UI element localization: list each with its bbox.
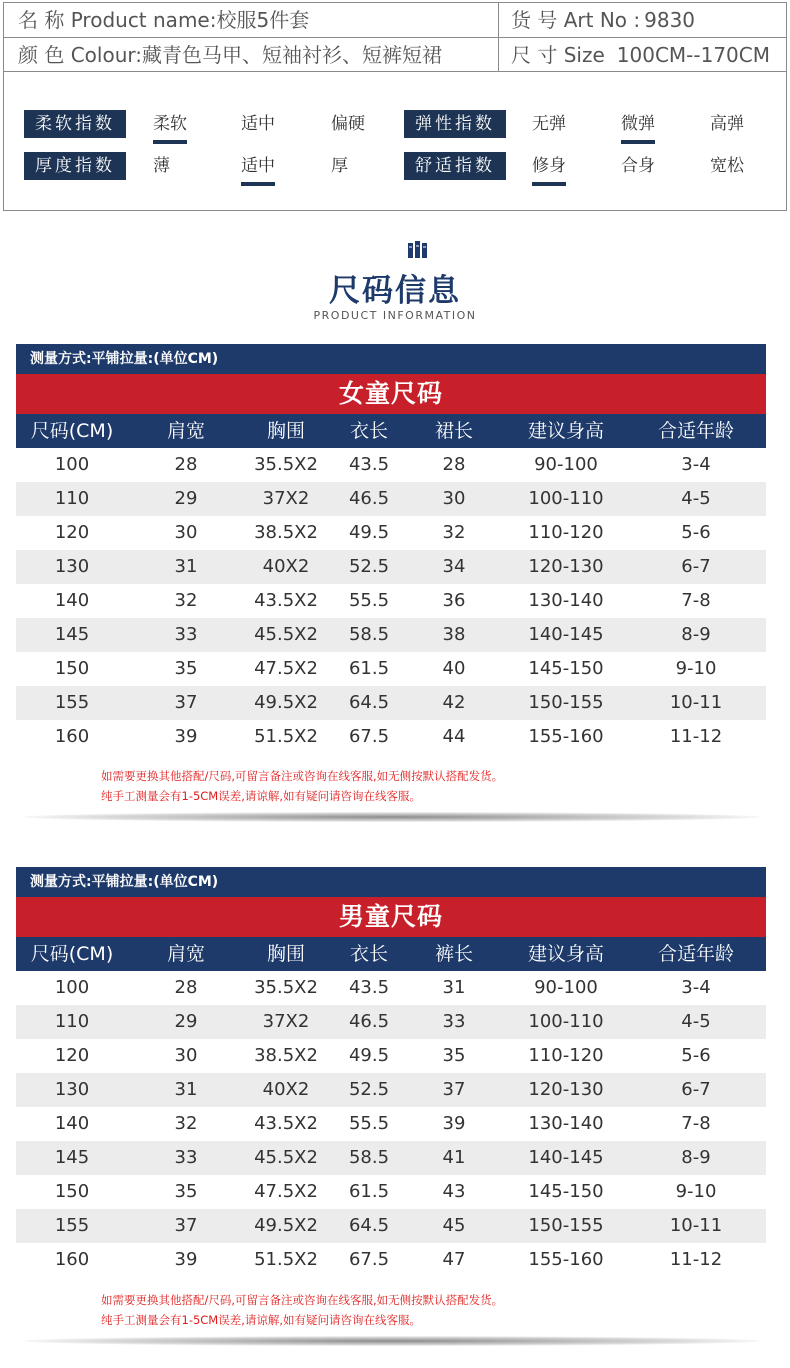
table-row: [16, 448, 766, 482]
table-cell: 38.5X2: [254, 522, 318, 543]
table-cell: 46.5: [348, 1011, 390, 1032]
table-cell: 49.5X2: [254, 1215, 318, 1236]
section-title: 尺码信息: [329, 273, 461, 309]
option-text: 宽松: [710, 156, 744, 176]
table-cell: 49.5: [348, 1045, 390, 1066]
table-cell: 150: [54, 658, 90, 679]
table-row: [16, 516, 766, 550]
table-cell: 10-11: [669, 1215, 723, 1236]
table-cell: 155: [54, 1215, 90, 1236]
table-cell: 34: [442, 556, 466, 577]
table-cell: 31: [174, 556, 198, 577]
table-cell: 44: [442, 726, 466, 747]
table-cell: 32: [174, 1113, 198, 1134]
art-number: [511, 3, 695, 37]
table-cell: 140: [54, 1113, 90, 1134]
table-cell: 11-12: [669, 726, 723, 747]
table-cell: 140-145: [528, 1147, 604, 1168]
table-cell: 8-9: [681, 624, 711, 645]
table-cell: 40X2: [262, 556, 310, 577]
selected-underline: [621, 140, 655, 144]
table-cell: 90-100: [534, 454, 598, 475]
table-row: [16, 1141, 766, 1175]
table-cell: 90-100: [534, 977, 598, 998]
comfort-option-slim: [532, 152, 566, 180]
table-cell: 29: [174, 1011, 198, 1032]
table-cell: 51.5X2: [254, 726, 318, 747]
comfort-index-label: 舒适指数: [404, 152, 506, 180]
table-cell: 150-155: [528, 692, 604, 713]
option-text: 高弹: [710, 114, 744, 134]
table-cell: 9-10: [675, 1181, 717, 1202]
table-cell: 28: [174, 454, 198, 475]
table-row: [16, 1107, 766, 1141]
colour-label: 颜 色 Colour:: [18, 43, 142, 67]
table-cell: 110-120: [528, 1045, 604, 1066]
table-cell: 3-4: [681, 977, 711, 998]
table-cell: 140: [54, 590, 90, 611]
table-cell: 28: [442, 454, 466, 475]
art-number-value: 9830: [644, 8, 696, 32]
table-cell: 120-130: [528, 556, 604, 577]
thickness-option-medium: [241, 152, 275, 180]
option-text: 修身: [532, 156, 566, 176]
table-cell: 39: [174, 1249, 198, 1270]
table-cell: 43.5X2: [254, 590, 318, 611]
table-cell: 47.5X2: [254, 658, 318, 679]
selected-underline: [241, 182, 275, 186]
table-cell: 61.5: [348, 658, 390, 679]
boys-size-table: [16, 867, 766, 1279]
option-text: 适中: [241, 114, 275, 134]
measure-method: 测量方式:平铺拉量:(单位CM): [16, 867, 766, 897]
table-cell: 43.5: [348, 454, 390, 475]
table-cell: 120: [54, 522, 90, 543]
header-length: 衣长: [349, 943, 388, 965]
table-cell: 100-110: [528, 488, 604, 509]
table-cell: 150: [54, 1181, 90, 1202]
table-cell: 28: [174, 977, 198, 998]
table-cell: 33: [174, 624, 198, 645]
option-text: 柔软: [153, 114, 187, 134]
table-cell: 30: [174, 1045, 198, 1066]
table-cell: 100-110: [528, 1011, 604, 1032]
table-cell: 9-10: [675, 658, 717, 679]
table-cell: 10-11: [669, 692, 723, 713]
size-value: 100CM--170CM: [616, 43, 771, 67]
option-text: 合身: [621, 156, 655, 176]
table-shadow: [24, 812, 760, 822]
product-info-row-1: [4, 3, 786, 38]
table-cell: 145-150: [528, 658, 604, 679]
table-title: 女童尺码: [16, 374, 766, 414]
comfort-option-loose: [710, 152, 744, 180]
softness-option-hard: [331, 110, 365, 138]
table-cell: 41: [442, 1147, 466, 1168]
elasticity-index-label: 弹性指数: [404, 110, 506, 138]
table-cell: 37X2: [262, 1011, 310, 1032]
table-row: [16, 618, 766, 652]
table-cell: 130-140: [528, 1113, 604, 1134]
table-cell: 40: [442, 658, 466, 679]
product-colour: [18, 38, 442, 72]
thickness-index-label: 厚度指数: [24, 152, 126, 180]
comfort-option-fit: [621, 152, 655, 180]
table-cell: 45.5X2: [254, 624, 318, 645]
table-row: [16, 971, 766, 1005]
table-cell: 35: [442, 1045, 466, 1066]
table-cell: 52.5: [348, 556, 390, 577]
table-cell: 130-140: [528, 590, 604, 611]
table-cell: 38.5X2: [254, 1045, 318, 1066]
table-cell: 43.5X2: [254, 1113, 318, 1134]
selected-underline: [532, 182, 566, 186]
size-label: 尺 寸 Size: [511, 43, 605, 67]
girls-size-table: [16, 344, 766, 756]
table-row: [16, 1209, 766, 1243]
table-cell: 32: [442, 522, 466, 543]
table-cell: 37: [174, 692, 198, 713]
header-size: 尺码(CM): [30, 943, 114, 965]
table-cell: 46.5: [348, 488, 390, 509]
table-row: [16, 584, 766, 618]
table-cell: 61.5: [348, 1181, 390, 1202]
table-cell: 39: [174, 726, 198, 747]
table-row: [16, 720, 766, 754]
header-age: 合适年龄: [657, 943, 734, 965]
table-row: [16, 482, 766, 516]
thickness-option-thick: [331, 152, 348, 180]
table-cell: 145: [54, 624, 90, 645]
header-height: 建议身高: [527, 420, 604, 442]
table-cell: 31: [174, 1079, 198, 1100]
table-cell: 64.5: [348, 692, 390, 713]
section-subtitle: PRODUCT INFORMATION: [313, 309, 477, 322]
header-length: 衣长: [349, 420, 388, 442]
table-cell: 155: [54, 692, 90, 713]
elasticity-option-none: [532, 110, 566, 138]
table-cell: 67.5: [348, 1249, 390, 1270]
elasticity-option-high: [710, 110, 744, 138]
table-cell: 31: [442, 977, 466, 998]
divider: [498, 3, 499, 71]
table-cell: 30: [174, 522, 198, 543]
softness-option-soft: [153, 110, 187, 138]
table-row: [16, 1005, 766, 1039]
table-cell: 67.5: [348, 726, 390, 747]
header-skirt-length: 裙长: [434, 420, 473, 442]
product-info-row-2: [4, 38, 786, 72]
option-text: 无弹: [532, 114, 566, 134]
table-cell: 6-7: [681, 1079, 711, 1100]
table-cell: 33: [442, 1011, 466, 1032]
table-cell: 145-150: [528, 1181, 604, 1202]
table-row: [16, 686, 766, 720]
fabric-index-box: [3, 72, 787, 211]
table-cell: 43: [442, 1181, 466, 1202]
option-text: 厚: [331, 156, 348, 176]
art-number-label: 货 号 Art No :: [511, 8, 641, 32]
table-cell: 58.5: [348, 1147, 390, 1168]
option-text: 偏硬: [331, 114, 365, 134]
header-shoulder: 肩宽: [166, 420, 205, 442]
table-cell: 37: [174, 1215, 198, 1236]
measure-method: 测量方式:平铺拉量:(单位CM): [16, 344, 766, 374]
header-chest: 胸围: [266, 420, 305, 442]
table-cell: 36: [442, 590, 466, 611]
table-cell: 55.5: [348, 1113, 390, 1134]
table-title: 男童尺码: [16, 897, 766, 937]
table-cell: 42: [442, 692, 466, 713]
product-name: [18, 3, 309, 37]
table-cell: 120-130: [528, 1079, 604, 1100]
header-chest: 胸围: [266, 943, 305, 965]
table-cell: 45.5X2: [254, 1147, 318, 1168]
header-shoulder: 肩宽: [166, 943, 205, 965]
girls-note-1: 如需要更换其他搭配/尺码,可留言备注或咨询在线客服,如无侧按默认搭配发货。: [101, 769, 504, 783]
table-cell: 35: [174, 1181, 198, 1202]
table-cell: 120: [54, 1045, 90, 1066]
product-name-label: 名 称 Product name:: [18, 8, 217, 32]
table-cell: 155-160: [528, 726, 604, 747]
table-row: [16, 1175, 766, 1209]
girls-note-2: 纯手工测量会有1-5CM误差,请谅解,如有疑问请咨询在线客服。: [101, 789, 422, 803]
table-cell: 33: [174, 1147, 198, 1168]
table-shadow: [24, 1336, 760, 1346]
table-cell: 35.5X2: [254, 977, 318, 998]
header-age: 合适年龄: [657, 420, 734, 442]
table-cell: 38: [442, 624, 466, 645]
table-cell: 37: [442, 1079, 466, 1100]
table-cell: 47: [442, 1249, 466, 1270]
table-cell: 64.5: [348, 1215, 390, 1236]
table-cell: 7-8: [681, 590, 711, 611]
table-cell: 130: [54, 1079, 90, 1100]
table-cell: 40X2: [262, 1079, 310, 1100]
option-text: 适中: [241, 156, 275, 176]
table-cell: 100: [54, 454, 90, 475]
product-size: [511, 38, 770, 72]
table-header: [16, 937, 766, 971]
table-cell: 29: [174, 488, 198, 509]
option-text: 薄: [153, 156, 170, 176]
option-text: 微弹: [621, 114, 655, 134]
product-info-box: [3, 2, 787, 72]
header-size: 尺码(CM): [30, 420, 114, 442]
table-cell: 6-7: [681, 556, 711, 577]
table-cell: 7-8: [681, 1113, 711, 1134]
elasticity-option-slight: [621, 110, 655, 138]
table-cell: 55.5: [348, 590, 390, 611]
table-cell: 37X2: [262, 488, 310, 509]
table-cell: 150-155: [528, 1215, 604, 1236]
table-cell: 140-145: [528, 624, 604, 645]
table-row: [16, 550, 766, 584]
table-row: [16, 1039, 766, 1073]
table-cell: 5-6: [681, 522, 711, 543]
product-name-value: 校服5件套: [216, 8, 310, 32]
table-cell: 49.5X2: [254, 692, 318, 713]
selected-underline: [153, 140, 187, 144]
table-cell: 5-6: [681, 1045, 711, 1066]
table-cell: 8-9: [681, 1147, 711, 1168]
table-cell: 49.5: [348, 522, 390, 543]
boys-note-1: 如需要更换其他搭配/尺码,可留言备注或咨询在线客服,如无侧按默认搭配发货。: [101, 1293, 504, 1307]
table-cell: 130: [54, 556, 90, 577]
table-cell: 155-160: [528, 1249, 604, 1270]
table-cell: 110: [54, 488, 90, 509]
boys-note-2: 纯手工测量会有1-5CM误差,请谅解,如有疑问请咨询在线客服。: [101, 1313, 422, 1327]
table-cell: 47.5X2: [254, 1181, 318, 1202]
table-cell: 110-120: [528, 522, 604, 543]
table-cell: 4-5: [681, 1011, 711, 1032]
table-cell: 32: [174, 590, 198, 611]
table-row: [16, 652, 766, 686]
table-cell: 45: [442, 1215, 466, 1236]
table-header: [16, 414, 766, 448]
table-cell: 35.5X2: [254, 454, 318, 475]
ruler-icon: [407, 240, 429, 260]
table-cell: 52.5: [348, 1079, 390, 1100]
table-cell: 160: [54, 726, 90, 747]
table-cell: 11-12: [669, 1249, 723, 1270]
header-height: 建议身高: [527, 943, 604, 965]
colour-value: 藏青色马甲、短袖衬衫、短裤短裙: [142, 43, 442, 67]
softness-option-medium: [241, 110, 275, 138]
table-row: [16, 1243, 766, 1277]
table-cell: 35: [174, 658, 198, 679]
table-cell: 58.5: [348, 624, 390, 645]
table-cell: 30: [442, 488, 466, 509]
table-row: [16, 1073, 766, 1107]
table-cell: 4-5: [681, 488, 711, 509]
thickness-option-thin: [153, 152, 170, 180]
table-cell: 160: [54, 1249, 90, 1270]
table-cell: 39: [442, 1113, 466, 1134]
table-cell: 100: [54, 977, 90, 998]
table-cell: 43.5: [348, 977, 390, 998]
table-cell: 145: [54, 1147, 90, 1168]
table-cell: 110: [54, 1011, 90, 1032]
header-pants-length: 裤长: [434, 943, 473, 965]
table-cell: 3-4: [681, 454, 711, 475]
softness-index-label: 柔软指数: [24, 110, 126, 138]
table-cell: 51.5X2: [254, 1249, 318, 1270]
